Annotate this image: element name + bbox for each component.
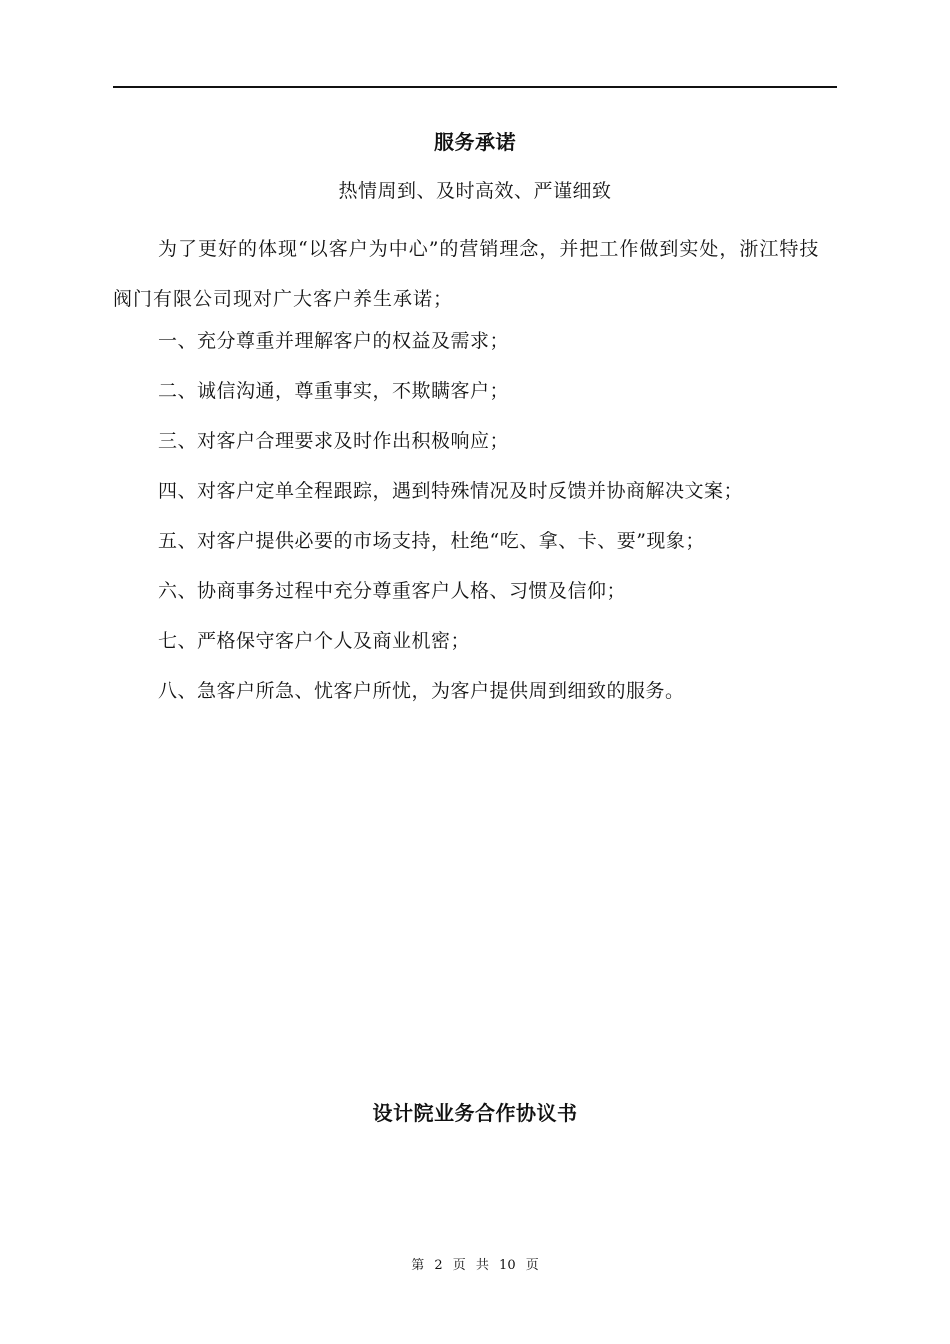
section-title-service-commitment: 服务承诺 [434,130,516,154]
list-item: 七、严格保守客户个人及商业机密； [158,630,471,652]
list-item: 五、对客户提供必要的市场支持，杜绝“吃、拿、卡、要”现象； [158,530,705,552]
list-item: 六、协商事务过程中充分尊重客户人格、习惯及信仰； [158,580,627,602]
page-number: 第 2 页 共 10 页 [411,1258,539,1273]
commitment-list [158,316,743,716]
section-title-agreement: 设计院业务合作协议书 [372,1101,578,1125]
list-item: 八、急客户所急、忧客户所忧，为客户提供周到细致的服务。 [158,680,685,702]
intro-paragraph: 为了更好的体现“以客户为中心”的营销理念，并把工作做到实处，浙江特技阀门有限公司现对广大客户养生承诺； [113,238,820,310]
header-rule [113,86,837,88]
list-item: 三、对客户合理要求及时作出积极响应； [158,430,510,452]
section-subtitle: 热情周到、及时高效、严谨细致 [338,180,612,202]
list-item: 一、充分尊重并理解客户的权益及需求； [158,330,510,352]
list-item: 二、诚信沟通，尊重事实，不欺瞒客户； [158,380,510,402]
list-item: 四、对客户定单全程跟踪，遇到特殊情况及时反馈并协商解决文案； [158,480,744,502]
